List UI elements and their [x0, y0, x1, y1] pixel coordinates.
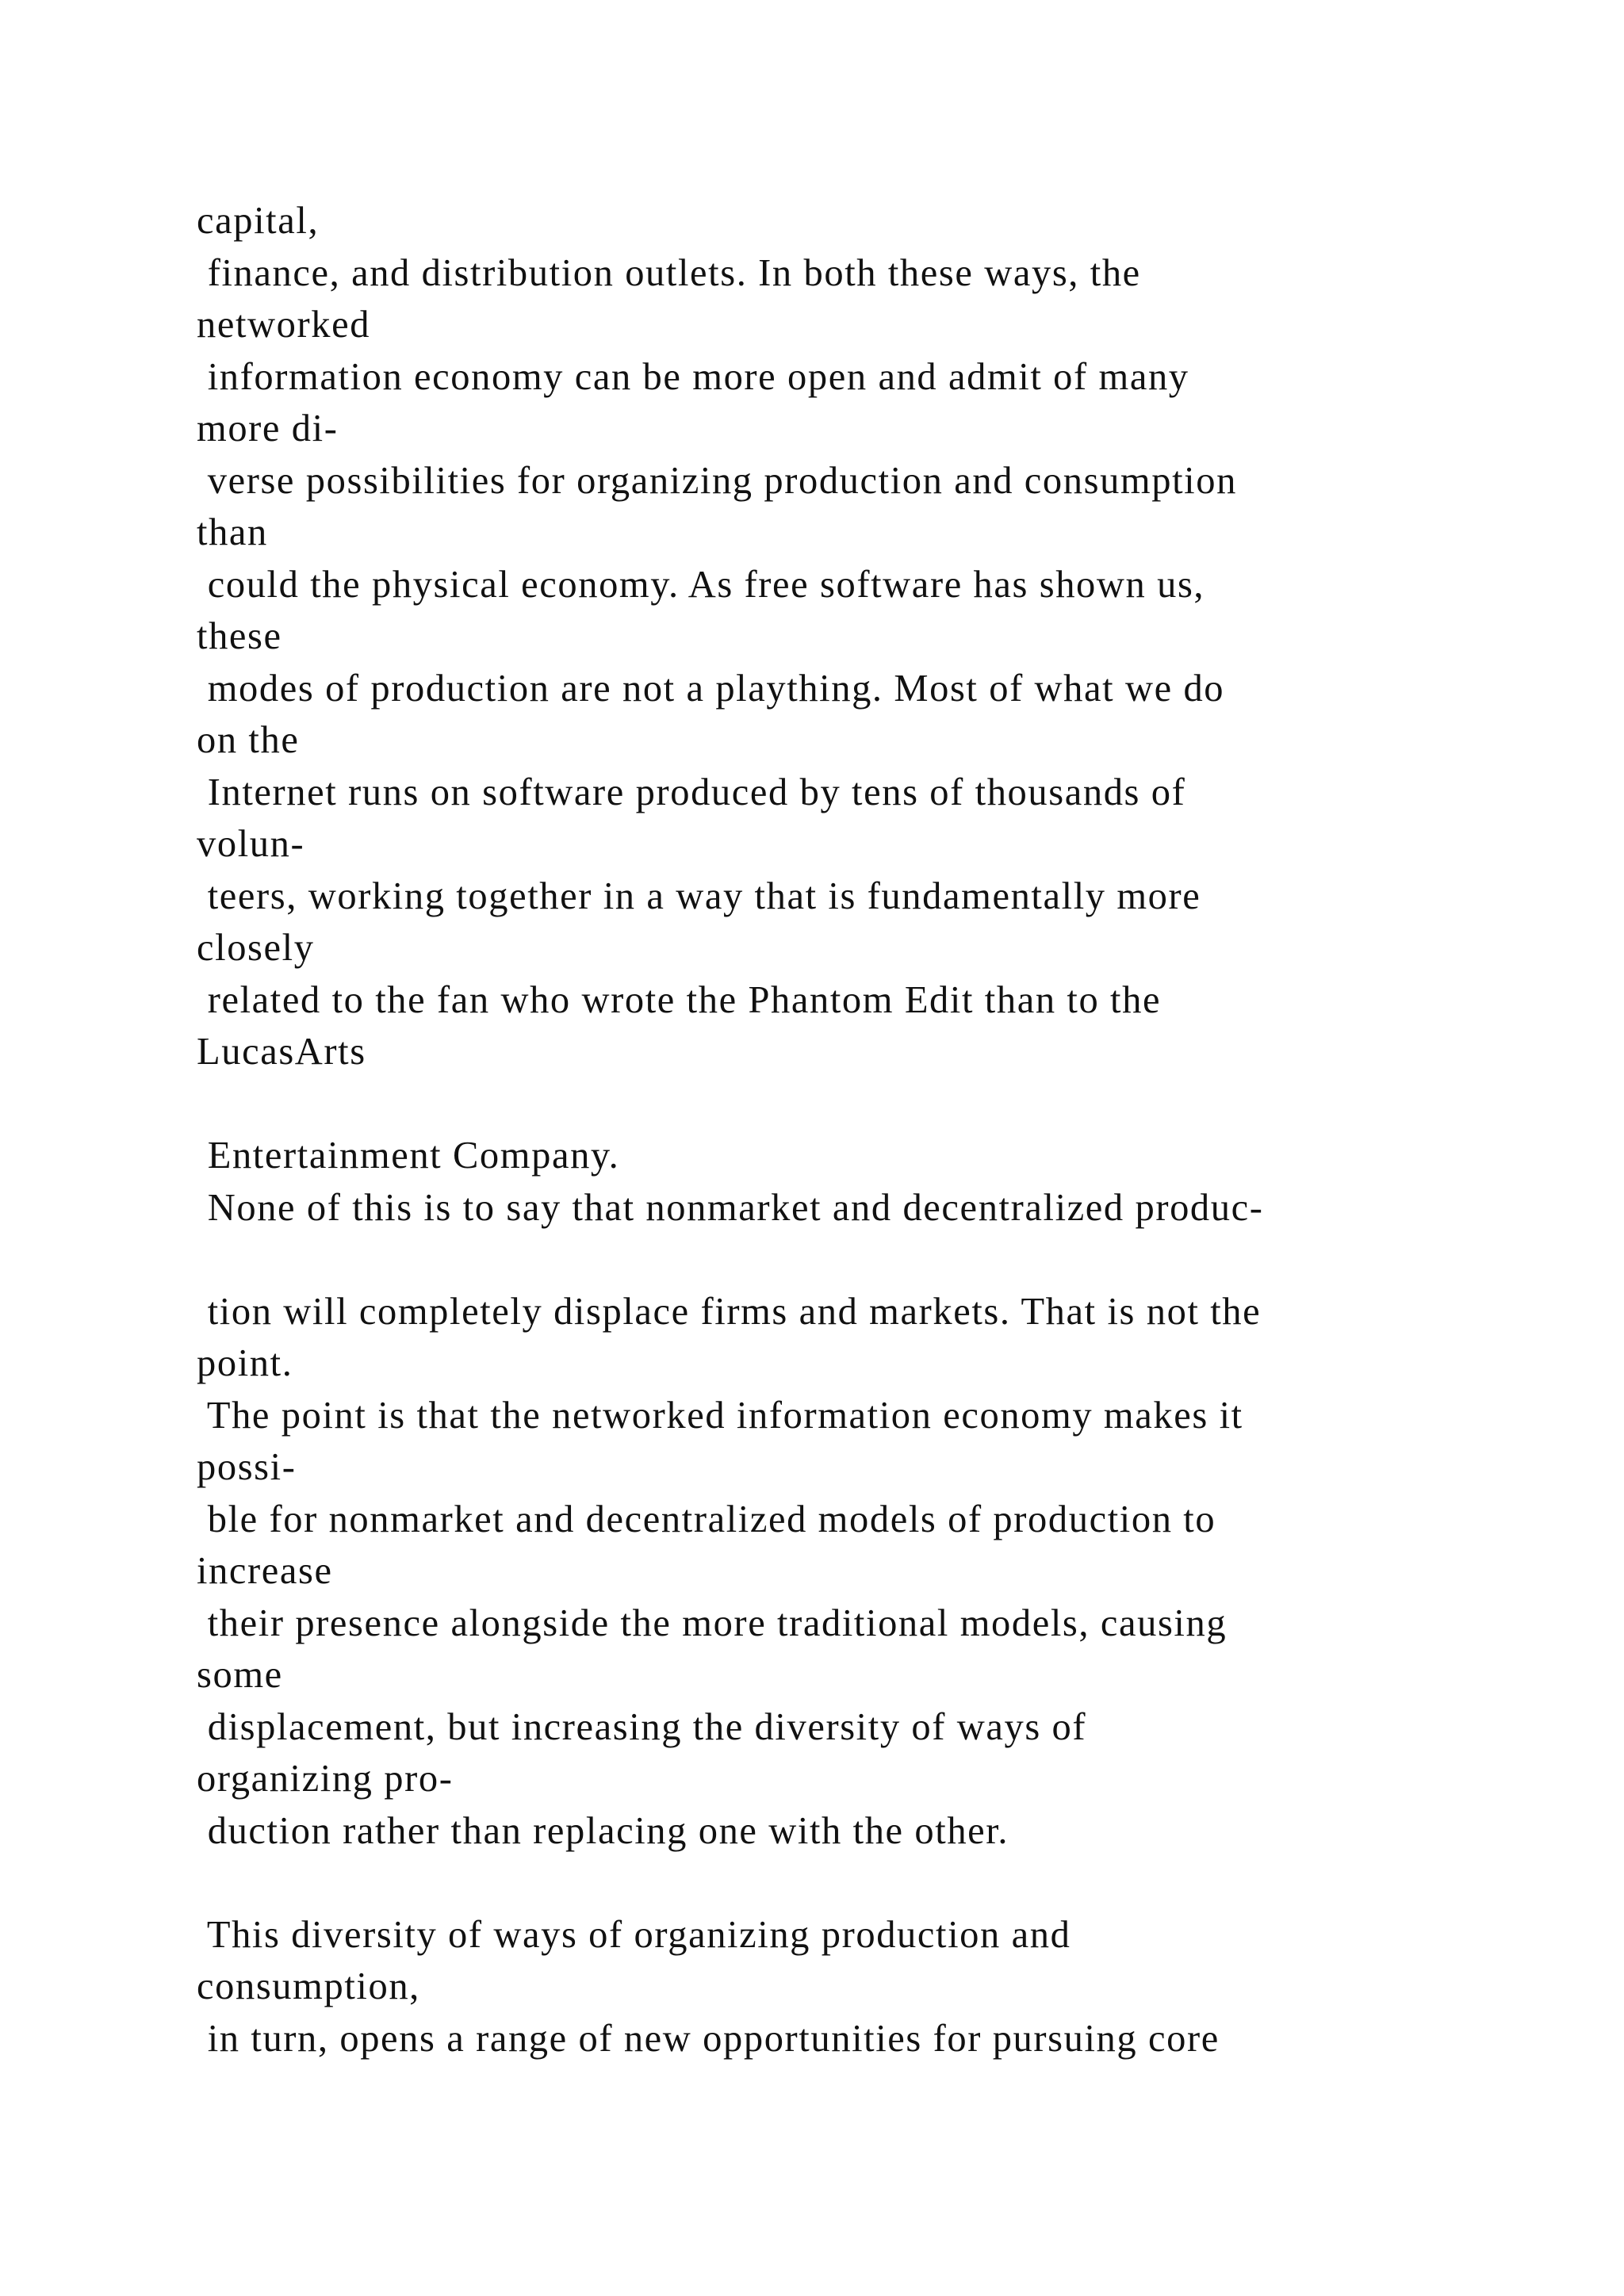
text-line: LucasArts [197, 1031, 366, 1073]
text-line: displacement, but increasing the diversity of ways of [197, 1705, 1087, 1748]
body-text [197, 195, 1465, 2064]
text-line: This diversity of ways of organizing production and [197, 1913, 1071, 1956]
text-line: on the [197, 719, 300, 761]
text-line: point. [197, 1342, 293, 1384]
text-line: their presence alongside the more traditional models, causing [197, 1601, 1228, 1644]
text-line: in turn, opens a range of new opportunities for pursuing core [197, 2017, 1220, 2060]
blank-line [197, 1234, 1465, 1286]
text-line: increase [197, 1550, 333, 1592]
text-line: Internet runs on software produced by tens of thousands of [197, 771, 1186, 813]
text-line: finance, and distribution outlets. In both these ways, the [197, 251, 1141, 294]
text-line: networked [197, 304, 371, 346]
text-line: verse possibilities for organizing production and consumption [197, 459, 1237, 502]
text-line: more di- [197, 408, 339, 450]
text-line: organizing pro- [197, 1758, 454, 1800]
text-line: related to the fan who wrote the Phantom Edit than to the [197, 978, 1162, 1021]
text-line: Entertainment Company. [197, 1135, 620, 1177]
text-line: capital, [197, 200, 320, 242]
text-line: volun- [197, 823, 305, 865]
text-line: these [197, 615, 282, 657]
text-line: None of this is to say that nonmarket and decentralized produc- [197, 1186, 1264, 1229]
text-line: tion will completely displace firms and markets. That is not the [197, 1290, 1262, 1333]
text-line: some [197, 1654, 283, 1696]
text-line: modes of production are not a plaything. Most of what we do [197, 667, 1225, 710]
blank-line [197, 1078, 1465, 1131]
text-line: possi- [197, 1446, 297, 1488]
text-line: information economy can be more open and admit of many [197, 355, 1189, 398]
text-line: consumption, [197, 1965, 420, 2007]
text-line: teers, working together in a way that is fundamentally more [197, 874, 1201, 917]
text-line: could the physical economy. As free software has shown us, [197, 563, 1205, 606]
text-line: ble for nonmarket and decentralized models of production to [197, 1498, 1216, 1540]
text-line: than [197, 511, 268, 553]
text-line: closely [197, 927, 315, 969]
text-line: duction rather than replacing one with the other. [197, 1809, 1009, 1852]
blank-line [197, 1857, 1465, 1909]
text-line: The point is that the networked information economy makes it [197, 1394, 1243, 1437]
